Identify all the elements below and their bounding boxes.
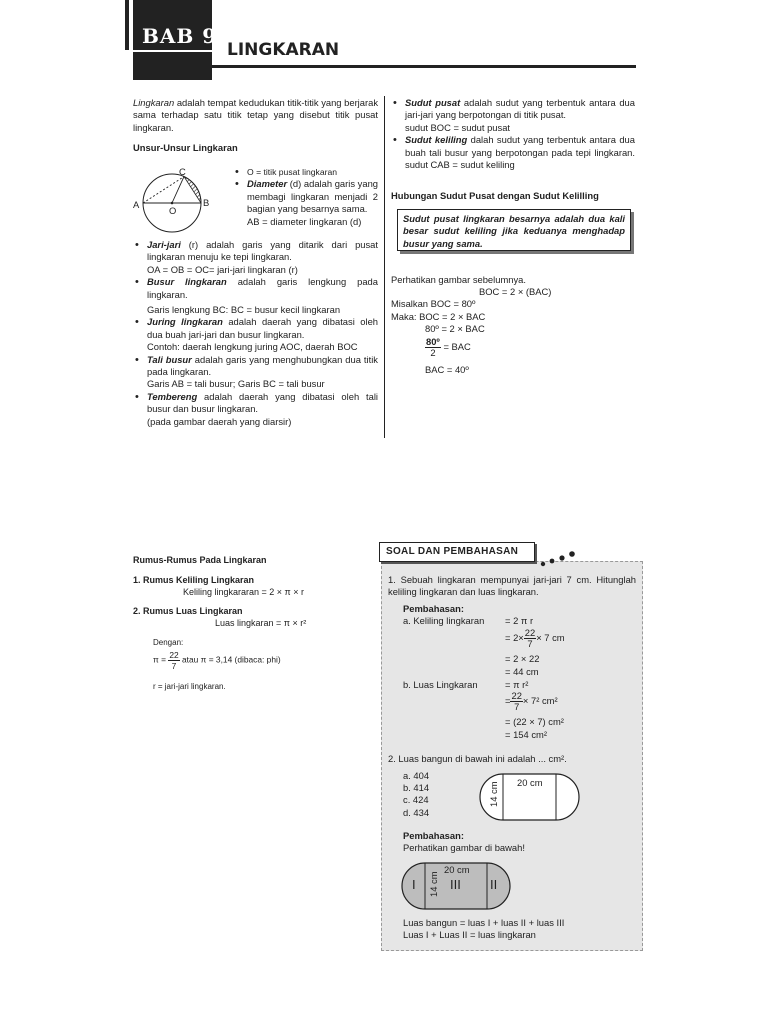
keliling-step-1: = 2 π r xyxy=(505,615,534,626)
list-item: • Sudut pusat adalah sudut yang terbentuk antara dua jari-jari yang berpotongan di titik pusat. sudut BOC = sudut pusat xyxy=(405,97,635,134)
page-title: LINGKARAN xyxy=(227,40,340,60)
pi-definition: π = $\frac{22}{7}$ atau π = 3,14 (dibaca: phi) xyxy=(153,650,281,671)
keliling-step-3: = 2 × 22 xyxy=(505,653,540,664)
rumus-2-title: 2. Rumus Luas Lingkaran xyxy=(133,606,243,616)
region-3-label: III xyxy=(450,877,461,892)
maka-line-2: 80º = 2 × BAC xyxy=(425,323,485,334)
option-d: d. 434 xyxy=(403,806,430,818)
luas-statement-1: Luas bangun = luas I + luas II + luas III xyxy=(403,917,565,928)
pembahasan-1: Pembahasan: xyxy=(403,603,464,614)
question-2: 2. Luas bangun di bawah ini adalah ... cm². xyxy=(388,753,567,764)
column-divider xyxy=(384,96,385,438)
list-item: • Juring lingkaran adalah daerah yang dibatasi oleh dua buah jari-jari dan busur lingkaran. Contoh: daerah lengkung juring AOC, daerah BOC xyxy=(147,316,378,353)
luas-step-1: = π r² xyxy=(505,679,529,690)
shape1-width: 20 cm xyxy=(517,777,543,788)
rumus-heading: Rumus-Rumus Pada Lingkaran xyxy=(133,555,267,565)
list-item: • Busur lingkaran adalah garis lengkung pada lingkaran. Garis lengkung BC: BC = busur kecil lingkaran xyxy=(147,276,378,316)
decorative-dots xyxy=(540,550,580,570)
hubungan-heading: Hubungan Sudut Pusat dengan Sudut Kelilling xyxy=(391,190,599,201)
label-a: A xyxy=(133,199,140,210)
label-c: C xyxy=(179,166,186,177)
maka-line-1: Maka: BOC = 2 × BAC xyxy=(391,311,486,322)
keliling-step-2: = 2× $\frac{22}{7}$ × 7 cm xyxy=(505,627,565,649)
list-item: • O = titik pusat lingkaran xyxy=(247,166,378,178)
result-line: BAC = 40º xyxy=(425,364,469,375)
list-item: • Jari-jari (r) adalah garis yang ditarik dari pusat lingkaran menuju ke tepi lingkaran. OA = OB = OC= jari-jari lingkaran (r) xyxy=(147,239,378,276)
misalkan-text: Misalkan BOC = 80º xyxy=(391,298,476,309)
rumus-1-formula: Keliling lingkararan = 2 × π × r xyxy=(183,587,305,597)
pembahasan-2: Pembahasan: xyxy=(403,830,464,841)
soal-tab: SOAL DAN PEMBAHASAN xyxy=(379,542,535,562)
luas-statement-2: Luas I + Luas II = luas lingkaran xyxy=(403,929,536,940)
r-definition: r = jari-jari lingkaran. xyxy=(153,682,226,691)
rumus-1-title: 1. Rumus Keliling Lingkaran xyxy=(133,575,255,585)
region-1-label: I xyxy=(412,877,416,892)
perhatikan-text: Perhatikan gambar sebelumnya. xyxy=(391,274,526,285)
label-b: B xyxy=(203,197,210,208)
dengan-label: Dengan: xyxy=(153,638,184,647)
label-o: O xyxy=(169,205,177,216)
unsur-heading: Unsur-Unsur Lingkaran xyxy=(133,142,238,153)
luas-step-2: = $\frac{22}{7}$ × 7² cm² xyxy=(505,690,558,712)
title-rule xyxy=(212,65,636,68)
option-c: c. 424 xyxy=(403,794,429,806)
unsur-list xyxy=(133,239,378,428)
luas-label: b. Luas Lingkaran xyxy=(403,679,478,690)
intro-text: adalah tempat kedudukan titik-titik yang berjarak sama terhadap satu titik tetap yang disebut titik pusat lingkaran. xyxy=(133,97,379,133)
option-a: a. 404 xyxy=(403,770,430,781)
theorem-box: Sudut pusat lingkaran besarnya adalah dua kali besar sudut keliling jika keduanya menghadap busur yang sama. xyxy=(397,209,631,251)
luas-step-4: = 154 cm² xyxy=(505,729,547,740)
rumus-2-formula: Luas lingkaran = π × r² xyxy=(215,618,307,628)
list-item: • Tali busur adalah garis yang menghubungkan dua titik pada lingkaran. Garis AB = tali busur; Garis BC = tali busur xyxy=(147,354,378,391)
chapter-label: BAB 9 xyxy=(142,24,218,48)
chapter-underline xyxy=(122,50,212,52)
header-stripe xyxy=(125,0,129,52)
boc-equation: BOC = 2 × (BAC) xyxy=(479,286,552,297)
diagram-notes xyxy=(233,166,378,228)
luas-step-3: = (22 × 7) cm² xyxy=(505,716,564,727)
intro-paragraph xyxy=(133,97,378,134)
shape2-width: 20 cm xyxy=(444,864,470,875)
list-item: • Sudut keliling dalah sudut yang terbentuk antara dua buah tali busur yang berpotongan pada tepi lingkaran. sudut CAB = sudut keliling xyxy=(405,134,635,171)
keliling-label: a. Keliling lingkaran xyxy=(403,615,485,626)
region-2-label: II xyxy=(490,877,498,892)
intro-term: Lingkaran xyxy=(133,97,175,108)
shape2-height: 14 cm xyxy=(428,871,439,897)
options-list xyxy=(403,770,429,819)
shape1-height: 14 cm xyxy=(488,781,499,807)
fraction-line: $\frac{\text{80º}}{2}$ = BAC xyxy=(426,336,471,358)
option-b: b. 414 xyxy=(403,782,430,794)
sudut-list xyxy=(391,97,635,171)
keliling-step-4: = 44 cm xyxy=(505,666,539,677)
perhatikan-2: Perhatikan gambar di bawah! xyxy=(403,842,525,853)
question-1: 1. Sebuah lingkaran mempunyai jari-jari 7 cm. Hitunglah keliling lingkaran dan luas lingkaran. xyxy=(388,574,636,598)
list-item: • Diameter (d) adalah garis yang membagi lingkaran menjadi 2 bagian yang besarnya sama. AB = diameter lingkaran (d) xyxy=(247,178,378,228)
list-item: • Tembereng adalah daerah yang dibatasi oleh tali busur dan busur lingkaran. (pada gambar daerah yang diarsir) xyxy=(147,391,378,428)
